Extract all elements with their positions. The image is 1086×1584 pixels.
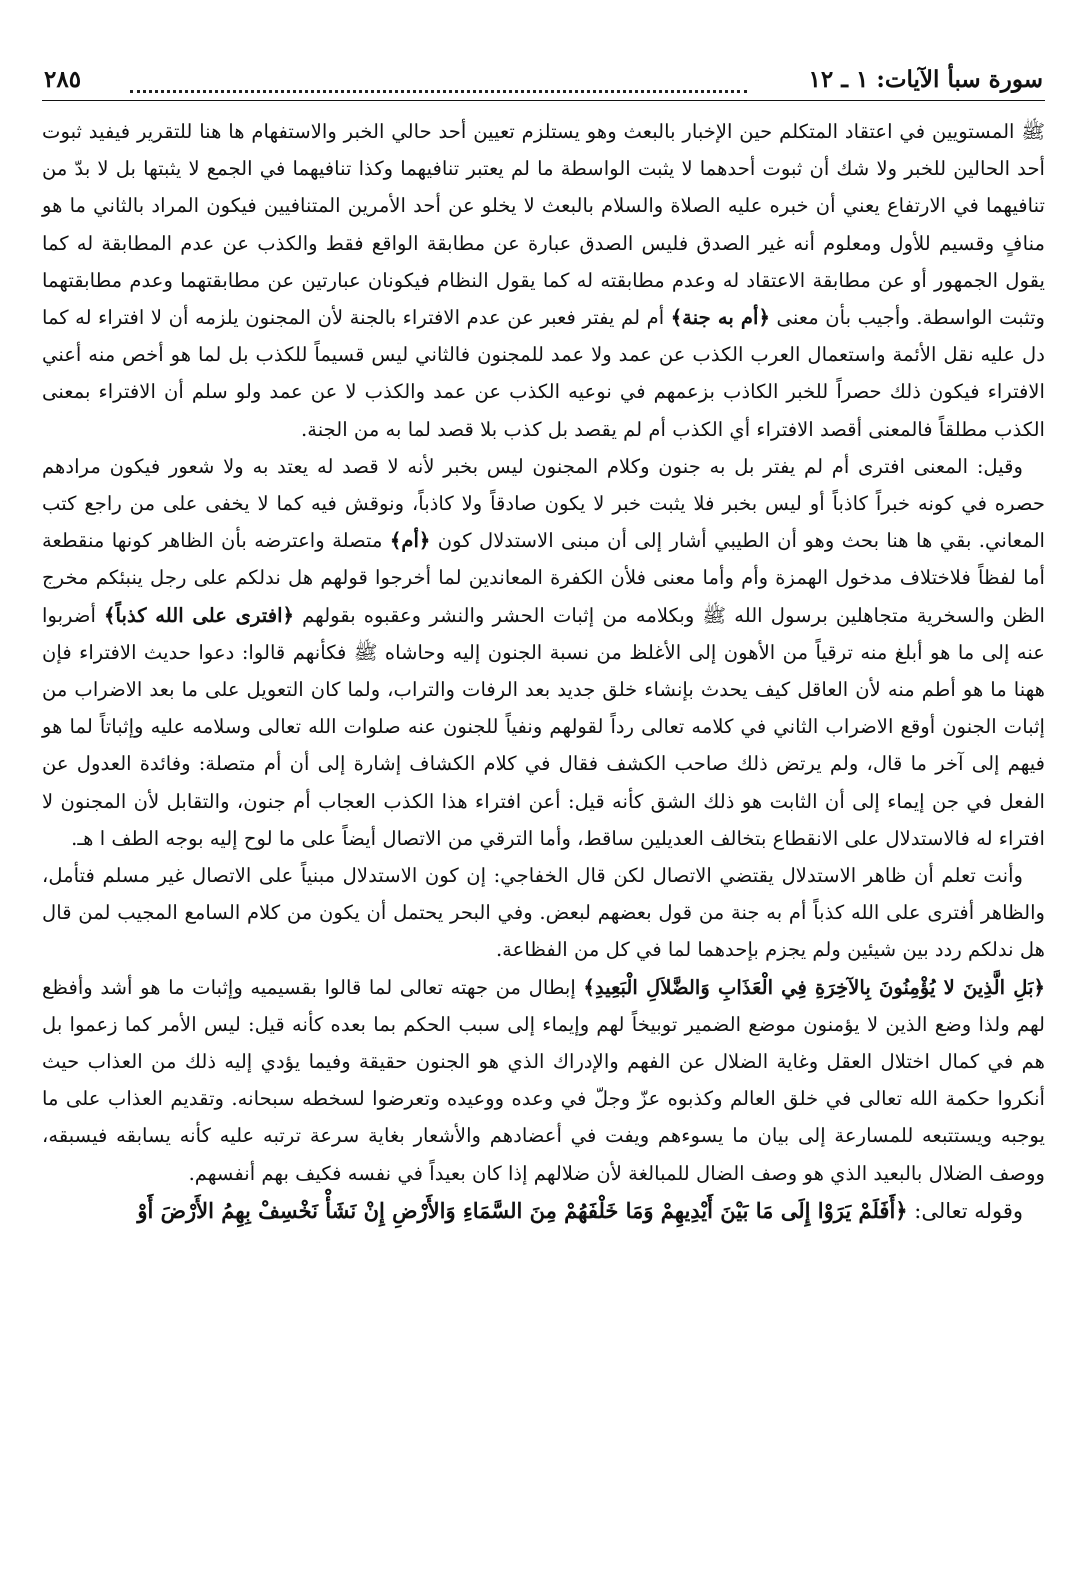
header-dot-leader [130, 90, 747, 93]
commentary-text: أضربوا عنه إلى ما هو أبلغ منه ترقياً من الأهون إلى الأغلظ من نسبة الجنون إليه وحاشاه ﷺ فكأنهم قالوا: دعوا حديث الافتراء فإن ههنا ما هو أطم منه لأن العاقل كيف يحدث بإنشاء خلق جديد بعد الرفات والتراب، ولما كان التعويل على ما بعد الاضراب من إثبات الجنون أوقع الاضراب الثاني في كلامه تعالى رداً لقولهم ونفياً للجنون عنه صلوات الله تعالى وسلامه عليه وإثباتاً لما هو فيهم إلى آخر ما قال، ولم يرتض ذلك صاحب الكشف فقال في كلام الكشاف إشارة إلى أن أم متصلة: وفائدة العدول عن الفعل في جن إيماء إلى أن الثابت هو ذلك الشق كأنه قيل: أعن افتراء هذا الكذب العجاب أم جنون، والتقابل لأن المجنون لا افتراء له فالاستدلال على الانقطاع بتخالف العديلين ساقط، وأما الترقي من الاتصال أيضاً على ما لوح إليه بوجه الطف ا هـ. [42, 603, 1045, 850]
book-page [42, 64, 1045, 1230]
quran-verse: ﴿بَلِ الَّذِينَ لا يُؤْمِنُونَ بِالآخِرَةِ فِي الْعَذَابِ وَالضَّلاَلِ الْبَعِيدِ﴾ [583, 975, 1046, 999]
paragraph [42, 113, 1045, 448]
quran-quote: ﴿افترى على الله كذباً﴾ [104, 603, 294, 627]
paragraph [42, 969, 1045, 1192]
commentary-text: وقوله تعالى: [907, 1198, 1023, 1223]
commentary-text: وأنت تعلم أن ظاهر الاستدلال يقتضي الاتصال لكن قال الخفاجي: إن كون الاستدلال مبنياً على الاتصال غير مسلم فتأمل، والظاهر أفترى على الله كذباً أم به جنة من قول بعضهم لبعض. وفي البحر يحتمل أن يكون من كلام السامع المجيب لمن قال هل ندلكم ردد بين شيئين ولم يجزم بإحدهما لما في كل من الفظاعة. [42, 864, 1045, 962]
paragraph [42, 857, 1045, 969]
quran-quote: ﴿أم به جنة﴾ [670, 306, 770, 330]
commentary-text: إبطال من جهته تعالى لما قالوا بقسيميه وإثبات ما هو أشد وأفظع لهم ولذا وضع الذين لا يؤمنون موضع الضمير توبيخاً لهم وإيماء إلى سبب الحكم بما بعده كأنه قيل: ليس الأمر كما زعموا بل هم في كمال اختلال العقل وغاية الضلال عن الفهم والإدراك الذي هو الجنون حقيقة وفيما يؤدي إليه ذلك من العذاب حيث أنكروا حكمة الله تعالى في خلق العالم وكذبوه عزّ وجلّ في وعده ووعيده وتعرضوا لسخطه سبحانه. وتقديم العذاب على ما يوجبه ويستتبعه للمسارعة إلى بيان ما يسوءهم ويفت في أعضادهم والأشعار بغاية سرعة ترتبه عليه كأنه يسابقه فيسبقه، ووصف الضلال بالبعيد الذي هو وصف الضال للمبالغة لأن ضلالهم إذا كان بعيداً في نفسه فكيف بهم أنفسهم. [42, 975, 1045, 1185]
body-text [42, 113, 1045, 1230]
quran-verse: ﴿أَفَلَمْ يَرَوْا إِلَى مَا بَيْنَ أَيْدِيهِمْ وَمَا خَلْفَهُمْ مِنَ السَّمَاءِ وَالأَرْضِ إِنْ نَشَأْ نَخْسِفْ بِهِمُ الأَرْضَ أَوْ [137, 1197, 908, 1223]
running-title: سورة سبأ الآيات: ١ ـ ١٢ [808, 66, 1043, 93]
paragraph [42, 1192, 1045, 1230]
quran-quote: ﴿أم﴾ [389, 529, 431, 553]
paragraph [42, 448, 1045, 857]
commentary-text: متصلة واعترضه بأن الظاهر كونها منقطعة أما لفظاً فلاختلاف مدخول الهمزة وأم وأما معنى فلأن الكفرة المعاندين لما أخرجوا قولهم هل ندلكم على رجل ينبئكم مخرج الظن والسخرية متجاهلين برسول الله ﷺ وبكلامه من إثبات الحشر والنشر وعقبوه بقولهم [42, 529, 1046, 627]
commentary-text: وقيل: المعنى افترى أم لم يفتر بل به جنون وكلام المجنون ليس بخبر لأنه لا قصد له يعتد به ولا شعور فيكون مرادهم حصره في كونه خبراً كاذباً أو ليس بخبر فلا يثبت خبر لا يكون صادقاً ولا كاذباً، ونوقش فيه كما لا يخفى على من راجع كتب المعاني. بقي ها هنا بحث وهو أن الطيبي أشار إلى أن مبنى الاستدلال كون [42, 454, 1045, 553]
commentary-text: أم لم يفتر فعبر عن عدم الافتراء بالجنة لأن المجنون يلزمه أن لا افتراء له كما دل عليه نقل الأئمة واستعمال العرب الكذب عن عمد ولا عمد للمجنون فالثاني ليس قسيماً للكذب بل لما هو أخص منه أعني الافتراء فيكون ذلك حصراً للخبر الكاذب بزعمهم في نوعيه الكذب عن عمد والكذب لا عن عمد ولو سلم أن الافتراء بمعنى الكذب مطلقاً فالمعنى أقصد الافتراء أي الكذب أم لم يقصد بل كذب بلا قصد لما به من الجنة. [42, 306, 1045, 441]
page-header [42, 64, 1045, 101]
page-number: ٢٨٥ [44, 66, 82, 93]
commentary-text: ﷺ المستويين في اعتقاد المتكلم حين الإخبار بالبعث وهو يستلزم تعيين أحد حالي الخبر والاستفهام ها هنا للتقرير فيفيد ثبوت أحد الحالين للخبر ولا شك أن ثبوت أحدهما لا يثبت الواسطة ما لم يعتبر تنافيهما وكذا تنافيهما في الجمع لا يثبتها بل لا بدّ من تنافيهما في الارتفاع يعني أن خبره عليه الصلاة والسلام بالبعث لا يخلو عن أحد الأمرين المتنافيين فيكون المراد بالثاني ما هو منافٍ وقسيم للأول ومعلوم أنه غير الصدق فليس الصدق عبارة عن مطابقة الواقع فقط والكذب عن عدم المطابقة له كما يقول الجمهور أو عن مطابقة الاعتقاد له وعدم مطابقته له كما يقول النظام فيكونان عبارتين عن مطابقتهما وعدم مطابقتهما وتثبت الواسطة. وأجيب بأن معنى [42, 120, 1046, 330]
